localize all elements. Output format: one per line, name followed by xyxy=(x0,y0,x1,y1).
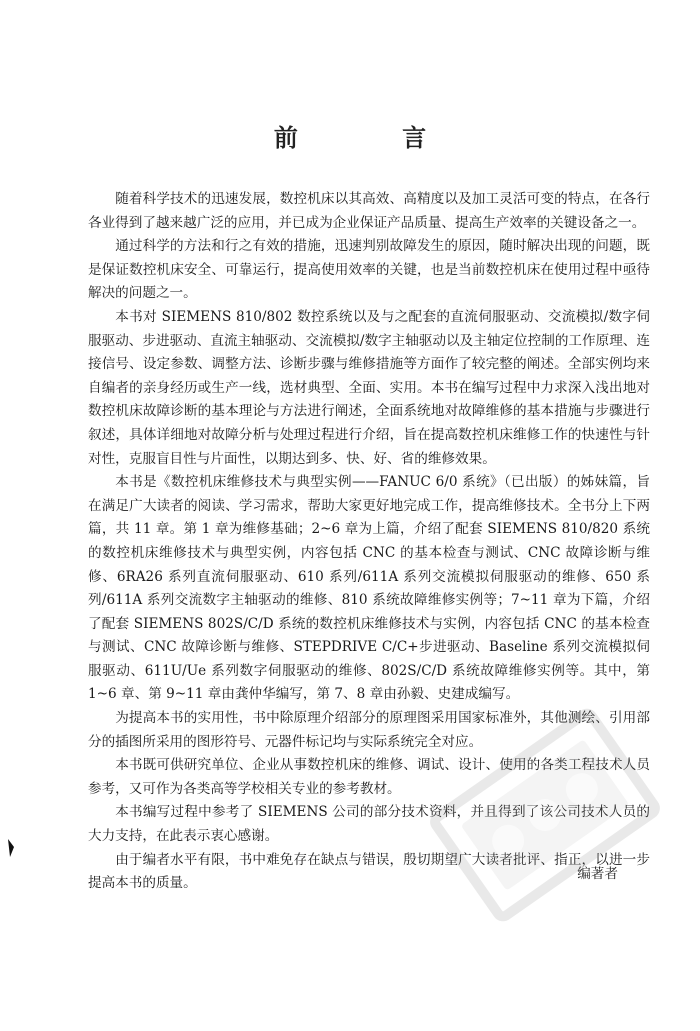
author-signature: 编著者 xyxy=(577,866,618,882)
paragraph: 本书对 SIEMENS 810/802 数控系统以及与之配套的直流伺服驱动、交流模拟/数字伺服驱动、步进驱动、直流主轴驱动、交流模拟/数字主轴驱动以及主轴定位控制的工作原理、连接信号、设定参数、调整方法、诊断步骤与维修措施等方面作了较完整的阐述。全部实例均来自编者的亲身经历或生产一线，选材典型、全面、实用。本书在编写过程中力求深入浅出地对数控机床故障诊断的基本理论与方法进行阐述，全面系统地对故障维修的基本措施与步骤进行叙述，具体详细地对故障分析与处理过程进行介绍，旨在提高数控机床维修工作的快速性与针对性，克服盲目性与片面性，以期达到多、快、好、省的维修效果。 xyxy=(88,308,650,467)
paragraph: 通过科学的方法和行之有效的措施，迅速判别故障发生的原因，随时解决出现的问题，既是保证数控机床安全、可靠运行，提高使用效率的关键，也是当前数控机床在使用过程中亟待解决的问题之一。 xyxy=(88,238,650,302)
paragraph: 本书是《数控机床维修技术与典型实例——FANUC 6/0 系统》（已出版）的姊妹篇，旨在满足广大读者的阅读、学习需求，帮助大家更好地完成工作，提高维修技术。全书分上下两篇，共 11 章。第 1 章为维修基础；2~6 章为上篇，介绍了配套 SIEMENS 810/820 系统的数控机床维修技术与典型实例，内容包括 CNC 的基本检查与测试、CNC 故障诊断与维修、6RA26 系列直流伺服驱动、610 系列/611A 系列交流模拟伺服驱动的维修、650 系列/611A 系列交流数字主轴驱动的维修、810 系统故障维修实例等；7~11 章为下篇，介绍了配套 SIEMENS 802S/C/D 系统的数控机床维修技术与实例，内容包括 CNC 的基本检查与测试、CNC 故障诊断与维修、STEPDRIVE C/C+步进驱动、Baseline 系列交流模拟伺服驱动、611U/Ue 系列数字伺服驱动的维修、802S/C/D 系统故障维修实例等。其中，第 1~6 章、第 9~11 章由龚仲华编写，第 7、8 章由孙毅、史建成编写。 xyxy=(88,474,650,703)
scan-mark xyxy=(6,838,16,858)
paragraph: 本书编写过程中参考了 SIEMENS 公司的部分技术资料，并且得到了该公司技术人员的大力支持，在此表示衷心感谢。 xyxy=(88,804,650,845)
paragraph: 本书既可供研究单位、企业从事数控机床的维修、调试、设计、使用的各类工程技术人员参考，又可作为各类高等学校相关专业的参考教材。 xyxy=(88,757,650,797)
paragraph: 由于编者水平有限，书中难免存在缺点与错误，殷切期望广大读者批评、指正，以进一步提高本书的质量。 xyxy=(88,851,650,892)
paragraph: 随着科学技术的迅速发展，数控机床以其高效、高精度以及加工灵活可变的特点，在各行各业得到了越来越广泛的应用，并已成为企业保证产品质量、提高生产效率的关键设备之一。 xyxy=(88,191,650,231)
paragraph: 为提高本书的实用性，书中除原理介绍部分的原理图采用国家标准外，其他测绘、引用部分的插图所采用的图形符号、元器件标记均与实际系统完全对应。 xyxy=(88,710,650,750)
library-stamp-watermark xyxy=(430,700,660,930)
page-title: 前 言 xyxy=(273,123,475,152)
